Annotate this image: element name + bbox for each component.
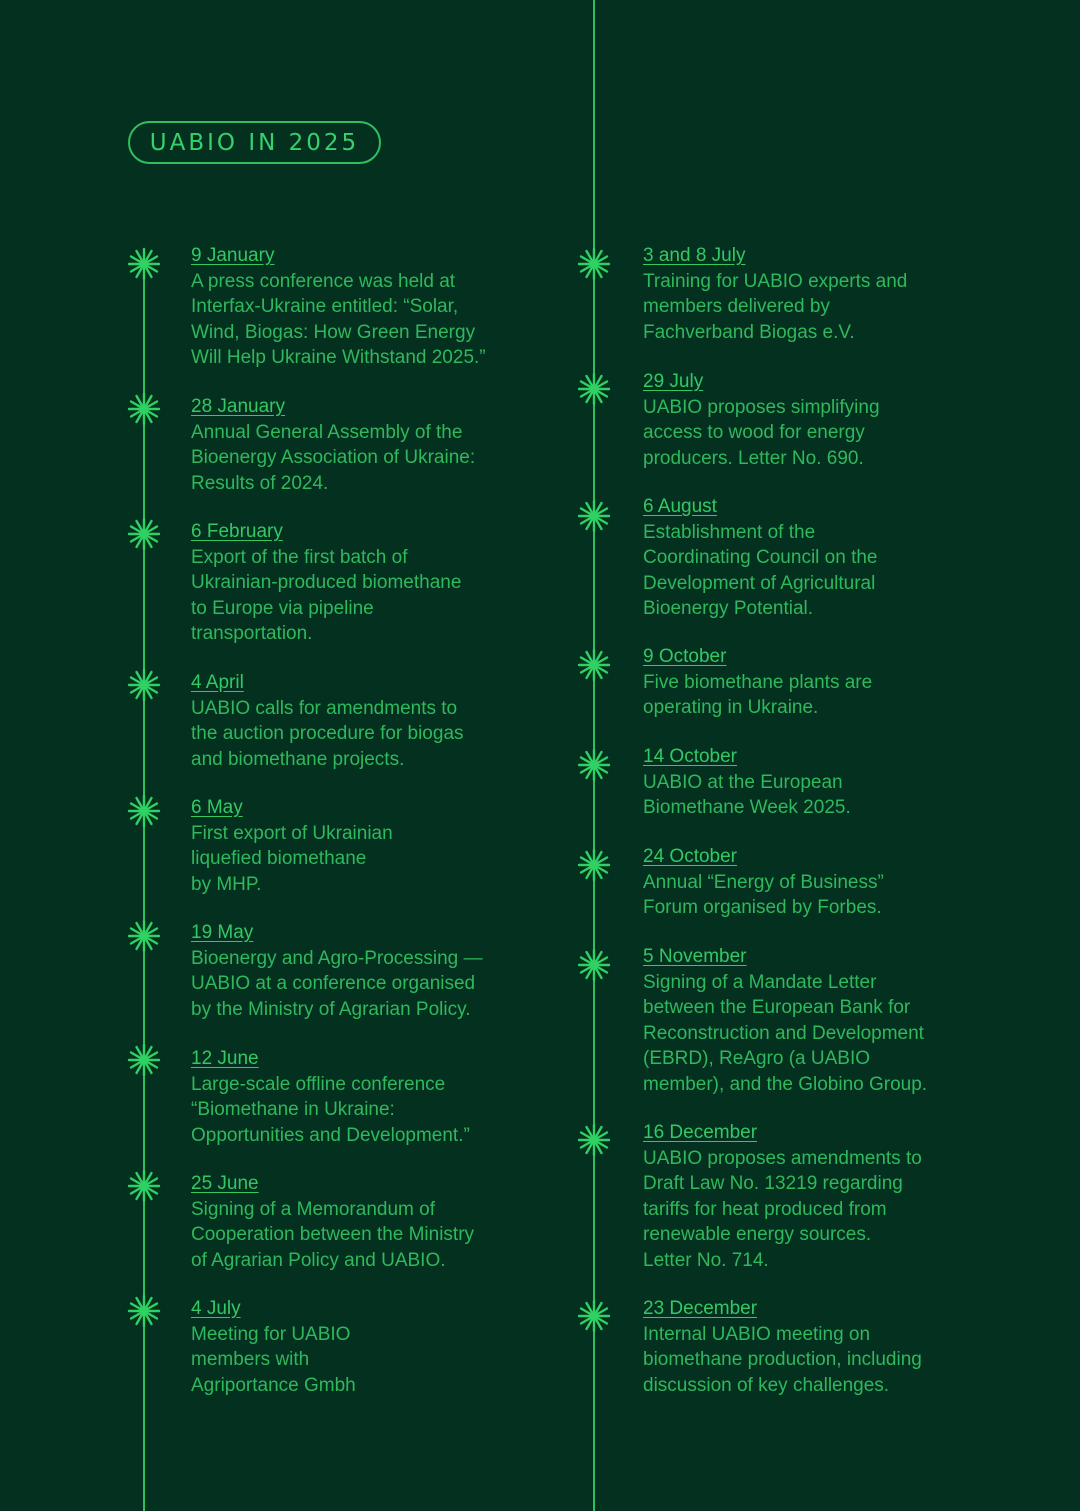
- entry-date[interactable]: 6 February: [191, 521, 283, 542]
- timeline-entry: [191, 795, 511, 897]
- timeline-entry: [643, 1296, 963, 1398]
- timeline-entry: [643, 494, 963, 622]
- entry-text: Establishment of the Coordinating Council on the Development of Agricultural Bioenergy Potential.: [643, 521, 878, 619]
- starburst-icon: [577, 372, 611, 406]
- starburst-icon: [127, 794, 161, 828]
- entry-text: Signing of a Memorandum of Cooperation between the Ministry of Agrarian Policy and UABIO.: [191, 1198, 475, 1271]
- starburst-icon: [577, 748, 611, 782]
- entry-text: First export of Ukrainian liquefied biomethane by MHP.: [191, 822, 393, 895]
- starburst-icon: [127, 247, 161, 281]
- starburst-icon: [127, 919, 161, 953]
- timeline-entry: [191, 519, 511, 647]
- entry-text: UABIO at the European Biomethane Week 2025.: [643, 771, 851, 818]
- entry-date[interactable]: 4 July: [191, 1298, 241, 1319]
- entry-date[interactable]: 16 December: [643, 1122, 758, 1143]
- starburst-icon: [127, 668, 161, 702]
- entry-text: UABIO calls for amendments to the auction procedure for biogas and biomethane projects.: [191, 697, 464, 770]
- entry-text: Annual General Assembly of the Bioenergy Association of Ukraine: Results of 2024.: [191, 421, 476, 494]
- starburst-icon: [127, 517, 161, 551]
- starburst-icon: [127, 1294, 161, 1328]
- entry-date[interactable]: 29 July: [643, 371, 704, 392]
- entry-date[interactable]: 23 December: [643, 1298, 758, 1319]
- entry-text: Internal UABIO meeting on biomethane production, including discussion of key challenges.: [643, 1323, 922, 1396]
- timeline-entry: [643, 1120, 963, 1273]
- timeline-entry: [643, 369, 963, 471]
- entry-text: A press conference was held at Interfax-Ukraine entitled: “Solar, Wind, Biogas: How Green Energy Will Help Ukraine Withstand 2025.”: [191, 270, 486, 368]
- entry-date[interactable]: 25 June: [191, 1173, 259, 1194]
- entry-text: Large-scale offline conference “Biomethane in Ukraine: Opportunities and Development.”: [191, 1073, 470, 1146]
- timeline-entry: [643, 944, 963, 1097]
- entry-text: Annual “Energy of Business” Forum organised by Forbes.: [643, 871, 884, 918]
- starburst-icon: [577, 948, 611, 982]
- timeline-entry: [191, 1046, 511, 1148]
- entry-text: Meeting for UABIO members with Agriportance Gmbh: [191, 1323, 356, 1396]
- entry-date[interactable]: 28 January: [191, 396, 286, 417]
- entry-date[interactable]: 5 November: [643, 946, 747, 967]
- starburst-icon: [127, 1043, 161, 1077]
- starburst-icon: [577, 247, 611, 281]
- starburst-icon: [577, 648, 611, 682]
- timeline-entry: [643, 844, 963, 921]
- starburst-icon: [127, 1169, 161, 1203]
- timeline-entry: [191, 1296, 511, 1398]
- starburst-icon: [577, 1123, 611, 1157]
- timeline-entry: [643, 243, 963, 345]
- entry-date[interactable]: 6 August: [643, 496, 717, 517]
- timeline-entry: [191, 670, 511, 772]
- entry-date[interactable]: 14 October: [643, 746, 737, 767]
- entry-text: UABIO proposes amendments to Draft Law No. 13219 regarding tariffs for heat produced from renewable energy sources. Letter No. 714.: [643, 1147, 922, 1271]
- page-title: UABIO IN 2025: [128, 121, 381, 164]
- entry-date[interactable]: 19 May: [191, 922, 254, 943]
- starburst-icon: [127, 392, 161, 426]
- entry-text: Signing of a Mandate Letter between the European Bank for Reconstruction and Development (EBRD), ReAgro (a UABIO member), and the Globino Group.: [643, 971, 928, 1095]
- entry-text: UABIO proposes simplifying access to wood for energy producers. Letter No. 690.: [643, 396, 880, 469]
- timeline-entry: [191, 243, 511, 371]
- entry-date[interactable]: 24 October: [643, 846, 737, 867]
- entry-date[interactable]: 9 January: [191, 245, 275, 266]
- entry-date[interactable]: 9 October: [643, 646, 727, 667]
- entry-date[interactable]: 12 June: [191, 1048, 259, 1069]
- entry-text: Export of the first batch of Ukrainian-produced biomethane to Europe via pipeline transportation.: [191, 546, 462, 644]
- entry-date[interactable]: 3 and 8 July: [643, 245, 746, 266]
- entry-text: Five biomethane plants are operating in Ukraine.: [643, 671, 873, 718]
- entry-text: Bioenergy and Agro-Processing — UABIO at a conference organised by the Ministry of Agrarian Policy.: [191, 947, 483, 1020]
- entry-date[interactable]: 6 May: [191, 797, 243, 818]
- entry-date[interactable]: 4 April: [191, 672, 244, 693]
- entry-text: Training for UABIO experts and members delivered by Fachverband Biogas e.V.: [643, 270, 908, 343]
- timeline-entry: [191, 1171, 511, 1273]
- timeline-entry: [643, 744, 963, 821]
- starburst-icon: [577, 848, 611, 882]
- timeline-entry: [191, 920, 511, 1022]
- timeline-entry: [191, 394, 511, 496]
- starburst-icon: [577, 1299, 611, 1333]
- timeline-entry: [643, 644, 963, 721]
- starburst-icon: [577, 499, 611, 533]
